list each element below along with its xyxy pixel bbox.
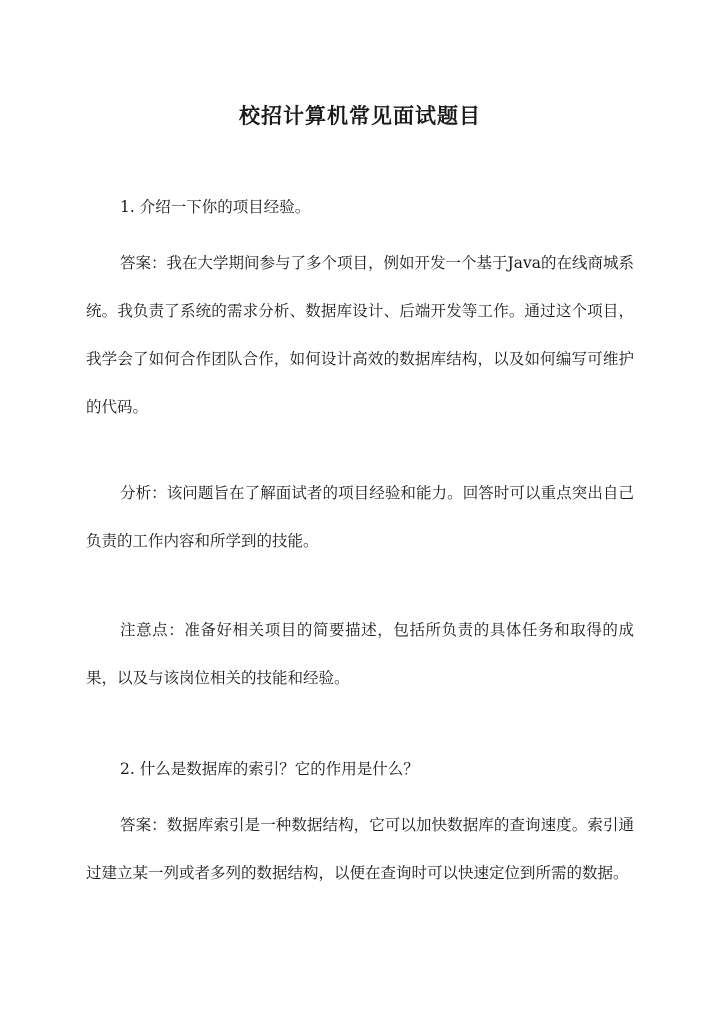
analysis-1: 分析：该问题旨在了解面试者的项目经验和能力。回答时可以重点突出自己负责的工作内容和所学到的技能。 <box>86 484 634 550</box>
notes-1: 注意点：准备好相关项目的简要描述，包括所负责的具体任务和取得的成果，以及与该岗位相关的技能和经验。 <box>86 621 634 687</box>
answer-1: 答案：我在大学期间参与了多个项目，例如开发一个基于Java的在线商城系统。我负责了系统的需求分析、数据库设计、后端开发等工作。通过这个项目，我学会了如何合作团队合作，如何设计高效的数据库结构，以及如何编写可维护的代码。 <box>86 254 634 416</box>
question-1: 1. 介绍一下你的项目经验。 <box>120 198 311 216</box>
answer-2: 答案：数据库索引是一种数据结构，它可以加快数据库的查询速度。索引通过建立某一列或者多列的数据结构，以便在查询时可以快速定位到所需的数据。 <box>86 816 634 882</box>
question-2: 2. 什么是数据库的索引？它的作用是什么？ <box>120 760 419 778</box>
document-title: 校招计算机常见面试题目 <box>239 103 481 129</box>
